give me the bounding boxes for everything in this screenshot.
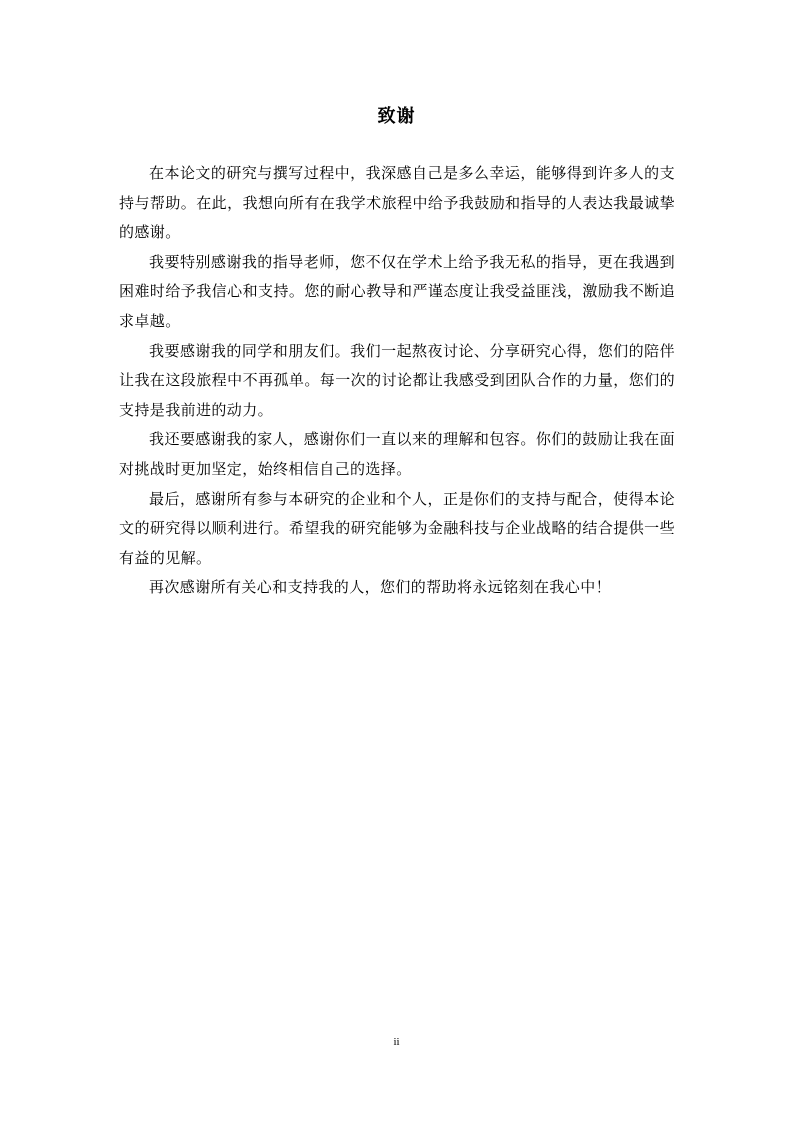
page-title: 致谢 xyxy=(377,106,416,127)
paragraph-1: 在本论文的研究与撰写过程中，我深感自己是多么幸运，能够得到许多人的支持与帮助。在此，我想向所有在我学术旅程中给予我鼓励和指导的人表达我最诚挚的感谢。 xyxy=(119,164,675,242)
paragraph-4: 我还要感谢我的家人，感谢你们一直以来的理解和包容。你们的鼓励让我在面对挑战时更加坚定，始终相信自己的选择。 xyxy=(119,430,675,478)
acknowledgement-body xyxy=(119,159,675,603)
paragraph-3: 我要感谢我的同学和朋友们。我们一起熬夜讨论、分享研究心得，您们的陪伴让我在这段旅程中不再孤单。每一次的讨论都让我感受到团队合作的力量，您们的支持是我前进的动力。 xyxy=(119,341,675,419)
paragraph-2: 我要特别感谢我的指导老师，您不仅在学术上给予我无私的指导，更在我遇到困难时给予我信心和支持。您的耐心教导和严谨态度让我受益匪浅，激励我不断追求卓越。 xyxy=(119,252,675,330)
paragraph-6: 再次感谢所有关心和支持我的人，您们的帮助将永远铭刻在我心中！ xyxy=(149,578,612,597)
paragraph-5: 最后，感谢所有参与本研究的企业和个人，正是你们的支持与配合，使得本论文的研究得以顺利进行。希望我的研究能够为金融科技与企业战略的结合提供一些有益的见解。 xyxy=(119,489,675,567)
page-number: ii xyxy=(393,1036,400,1048)
